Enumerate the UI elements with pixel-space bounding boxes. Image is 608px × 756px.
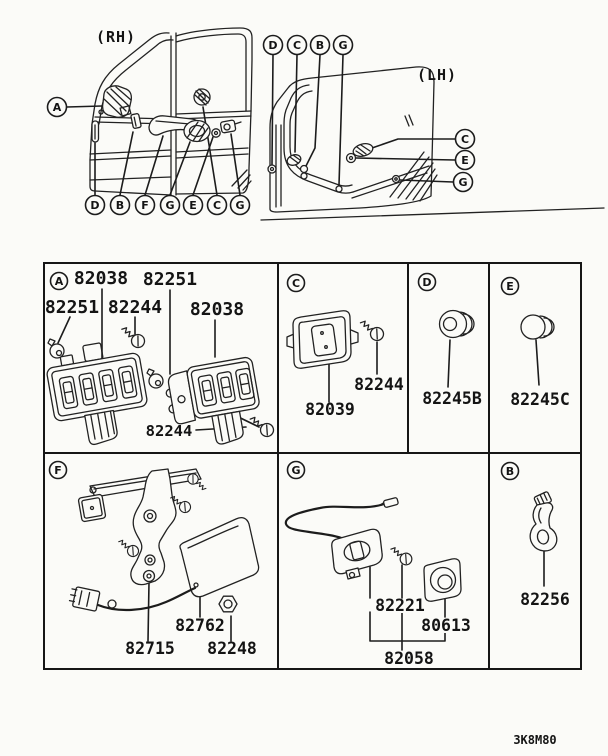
page-code: 3K8M80	[513, 733, 557, 747]
callout-letter: F	[141, 199, 149, 212]
cell-label-f	[50, 462, 67, 479]
cell-g	[286, 462, 471, 669]
part-number: 82038	[73, 268, 129, 289]
grommet-icon	[147, 369, 163, 388]
callout-letter: G	[165, 199, 175, 212]
cell-letter: A	[54, 275, 64, 288]
callout-letter: A	[52, 101, 62, 114]
cell-letter: D	[422, 276, 432, 289]
part-number: 82762	[175, 616, 225, 635]
part-number: 82256	[520, 590, 570, 609]
part-number: 82038	[189, 299, 245, 320]
callout-letter: C	[212, 199, 222, 212]
part-number: 82715	[125, 639, 175, 658]
part-number: 82248	[207, 639, 257, 658]
part-number: 82244	[354, 375, 404, 394]
callout-letter: E	[189, 199, 197, 212]
cell-letter: E	[506, 280, 514, 293]
harness-connector	[68, 586, 100, 611]
cell-label-e	[502, 278, 519, 295]
callout-letter: G	[235, 199, 245, 212]
cell-label-a	[51, 273, 68, 290]
cell-label-g	[288, 462, 305, 479]
lh-corner-clip	[336, 186, 342, 192]
screw-icon	[116, 537, 141, 559]
rh-door-edge-part	[92, 121, 99, 142]
cell-c	[287, 275, 404, 420]
clip-82256	[530, 491, 557, 551]
lh-lamp-part	[393, 176, 400, 183]
screw-icon	[247, 414, 276, 439]
screw-icon	[357, 317, 386, 343]
callouts-rh-bottom	[86, 196, 250, 215]
callout-letter: D	[268, 39, 278, 52]
callout-letter: G	[458, 176, 468, 189]
wire-terminal	[379, 497, 398, 508]
lh-door-edge-grommet	[268, 165, 276, 173]
part-number: 82244	[145, 422, 193, 440]
screw-icon	[388, 544, 414, 567]
part-number: 82251	[44, 297, 100, 318]
wire-ring	[108, 600, 116, 608]
cell-letter: F	[54, 464, 62, 477]
part-number: 82251	[142, 269, 198, 290]
screw-icon	[118, 324, 147, 350]
callout-letter: D	[90, 199, 100, 212]
rh-grommet-part	[131, 113, 142, 128]
callouts-lh-top	[264, 36, 353, 55]
callout-letter: G	[338, 39, 348, 52]
part-number: 82245C	[510, 390, 570, 409]
part-number: 82245B	[422, 389, 482, 408]
callout-letter: B	[315, 39, 325, 52]
part-number: 82039	[305, 400, 355, 419]
part-number: 80613	[421, 616, 471, 635]
rh-bezel-part	[184, 121, 210, 142]
part-number: 82058	[384, 649, 434, 668]
grommet-ring-part	[440, 311, 475, 338]
rh-clip-part	[212, 129, 220, 137]
nut-82248	[219, 596, 237, 612]
callout-letter: C	[292, 39, 302, 52]
part-number: 82244	[107, 297, 163, 318]
grommet-icon	[48, 339, 64, 358]
lh-plug-part	[347, 154, 356, 163]
cell-letter: C	[291, 277, 301, 290]
cell-f	[50, 462, 259, 659]
cell-e	[502, 278, 570, 410]
cell-a	[43, 268, 276, 452]
cell-label-b	[502, 463, 519, 480]
callout-rh-a	[48, 98, 67, 117]
part-number: 82221	[375, 596, 425, 615]
single-switch-bezel	[287, 311, 358, 368]
lh-section-label: (LH)	[416, 66, 458, 84]
hole-plug-part	[521, 315, 554, 339]
rh-rear-switch-part	[194, 89, 210, 105]
cell-letter: G	[291, 464, 301, 477]
lh-clip-pair	[301, 166, 308, 180]
rh-power-window-master-switch	[99, 86, 131, 117]
cell-label-d	[419, 274, 436, 291]
callout-letter: B	[115, 199, 125, 212]
cell-label-c	[288, 275, 305, 292]
callouts-lh-right	[454, 130, 475, 192]
relay-small	[78, 494, 106, 522]
relay-82762	[180, 518, 259, 597]
switch-boot-80613	[424, 559, 461, 602]
cell-letter: B	[505, 465, 515, 478]
rh-section-label: (RH)	[95, 28, 137, 46]
callout-letter: E	[461, 154, 469, 167]
lh-door-drawing	[261, 67, 604, 220]
callout-letter: C	[460, 133, 470, 146]
cell-d	[419, 274, 482, 409]
cell-b	[502, 463, 570, 610]
rh-rear-bracket-part	[220, 120, 241, 133]
